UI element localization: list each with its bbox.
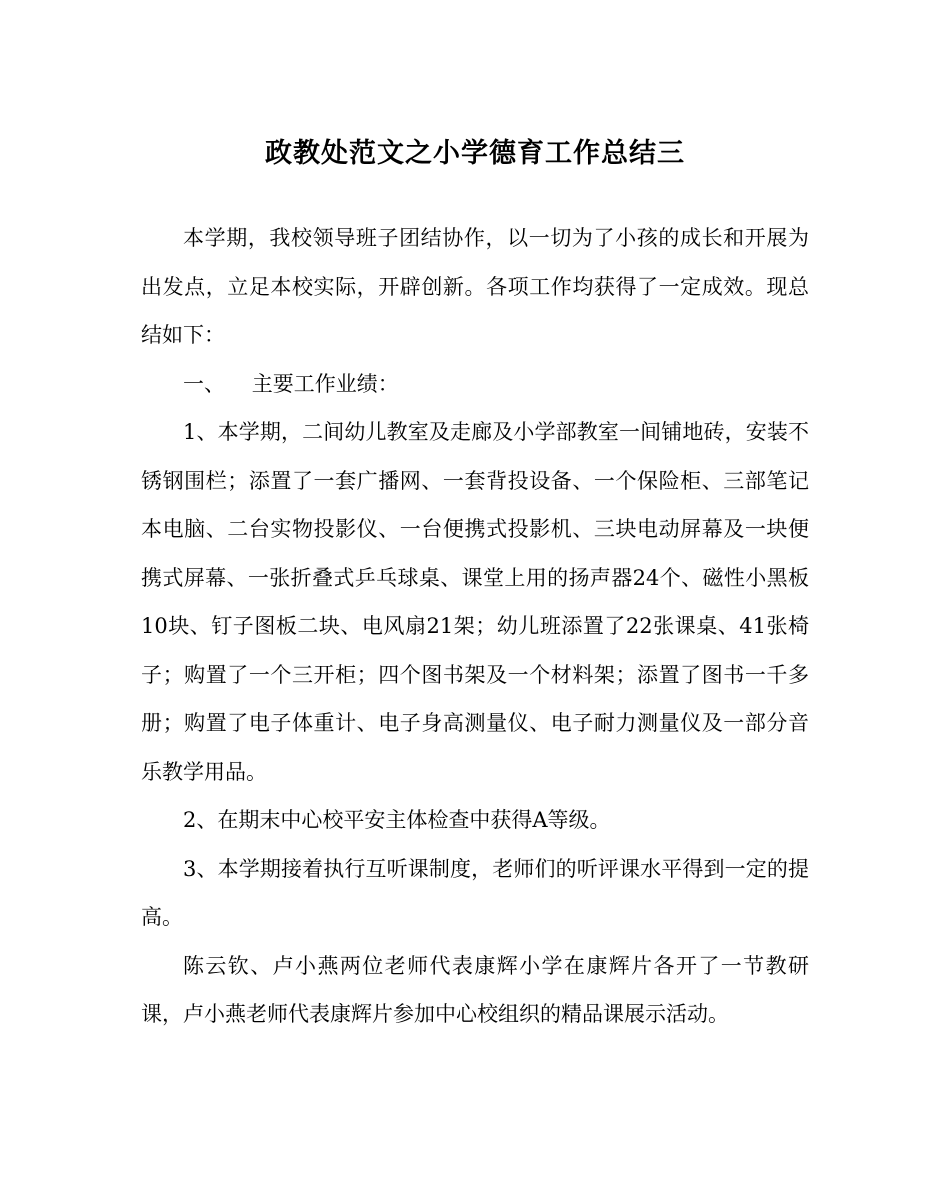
paragraph-teachers: 陈云钦、卢小燕两位老师代表康辉小学在康辉片各开了一节教研课，卢小燕老师代表康辉片参加中心校组织的精品课展示活动。 xyxy=(141,953,809,1026)
document-title: 政教处范文之小学德育工作总结三 xyxy=(265,138,685,169)
document-body xyxy=(141,214,809,1039)
paragraph-intro: 本学期，我校领导班子团结协作，以一切为了小孩的成长和开展为出发点，立足本校实际，开辟创新。各项工作均获得了一定成效。现总结如下： xyxy=(141,226,809,347)
section-heading: 一、 主要工作业绩： xyxy=(183,371,399,396)
paragraph-item-3: 3、本学期接着执行互听课制度，老师们的听评课水平得到一定的提高。 xyxy=(141,856,809,929)
paragraph-item-1: 1、本学期，二间幼儿教室及走廊及小学部教室一间铺地砖，安装不锈钢围栏；添置了一套广播网、一套背投设备、一个保险柜、三部笔记本电脑、二台实物投影仪、一台便携式投影机、三块电动屏幕及一块便携式屏幕、一张折叠式乒乓球桌、课堂上用的扬声器24个、磁性小黑板10块、钉子图板二块、电风扇21架；幼儿班添置了22张课桌、41张椅子；购置了一个三开柜；四个图书架及一个材料架；添置了图书一千多册；购置了电子体重计、电子身高测量仪、电子耐力测量仪及一部分音乐教学用品。 xyxy=(141,420,809,784)
paragraph-item-2: 2、在期末中心校平安主体检查中获得A等级。 xyxy=(183,808,611,832)
